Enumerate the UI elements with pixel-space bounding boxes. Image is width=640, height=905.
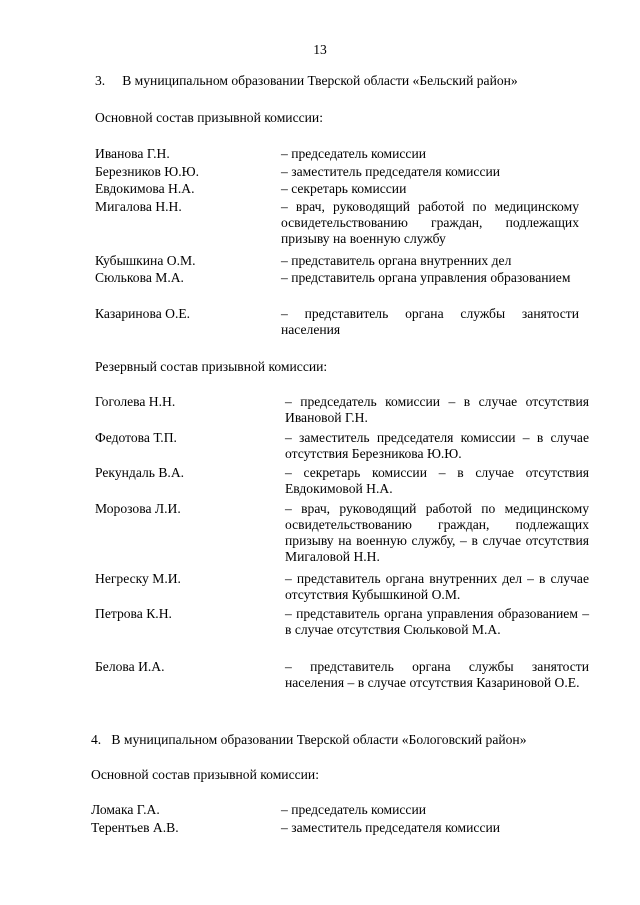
member-role: – представитель органа внутренних дел – в случае отсутствия Кубышкиной О.М. (285, 571, 589, 602)
section-3-reserve-label: Резервный состав призывной комиссии: (95, 359, 328, 374)
member-role: – председатель комиссии (281, 146, 426, 161)
member-role: – председатель комиссии (281, 802, 426, 817)
member-role: – заместитель председателя комиссии (281, 164, 501, 179)
member-name: Петрова К.Н. (95, 606, 172, 621)
member-role: – врач, руководящий работой по медицинскому освидетельствованию граждан, подлежащих призыву на военную службу (281, 199, 579, 246)
member-name: Гоголева Н.Н. (95, 394, 176, 409)
member-name: Рекундаль В.А. (95, 465, 185, 480)
member-name: Иванова Г.Н. (95, 146, 170, 161)
member-role: – представитель органа службы занятости населения – в случае отсутствия Казариновой О.Е. (285, 659, 589, 690)
member-name: Мигалова Н.Н. (95, 199, 182, 214)
member-name: Морозова Л.И. (95, 501, 181, 516)
member-role: – представитель органа управления образованием – в случае отсутствия Сюльковой М.А. (285, 606, 589, 637)
member-name: Негреску М.И. (95, 571, 181, 586)
section-3-main-label: Основной состав призывной комиссии: (95, 110, 323, 125)
member-role: – представитель органа внутренних дел (281, 253, 512, 268)
member-name: Кубышкина О.М. (95, 253, 196, 268)
member-role: – секретарь комиссии (281, 181, 407, 196)
member-name: Ломака Г.А. (91, 802, 160, 817)
member-role: – заместитель председателя комиссии (281, 820, 501, 835)
member-name: Терентьев А.В. (91, 820, 179, 835)
member-name: Березников Ю.Ю. (95, 164, 200, 179)
section-4-heading: 4. В муниципальном образовании Тверской области «Бологовский район» (91, 732, 527, 747)
member-role: – представитель органа службы занятости населения (281, 306, 579, 337)
member-role: – представитель органа управления образованием (281, 270, 571, 285)
member-name: Сюлькова М.А. (95, 270, 184, 285)
page-number: 13 (313, 42, 327, 57)
member-name: Белова И.А. (95, 659, 165, 674)
member-name: Федотова Т.П. (95, 430, 177, 445)
section-4-main-label: Основной состав призывной комиссии: (91, 767, 319, 782)
member-role: – секретарь комиссии – в случае отсутствия Евдокимовой Н.А. (285, 465, 589, 496)
section-3-heading: 3. В муниципальном образовании Тверской области «Бельский район» (95, 73, 518, 88)
member-role: – врач, руководящий работой по медицинскому освидетельствованию граждан, подлежащих призыву на военную службу, – в случае отсутствия Мигаловой Н.Н. (285, 501, 589, 564)
member-role: – председатель комиссии – в случае отсутствия Ивановой Г.Н. (285, 394, 589, 425)
member-role: – заместитель председателя комиссии – в случае отсутствия Березникова Ю.Ю. (285, 430, 589, 461)
member-name: Казаринова О.Е. (95, 306, 191, 321)
member-name: Евдокимова Н.А. (95, 181, 195, 196)
